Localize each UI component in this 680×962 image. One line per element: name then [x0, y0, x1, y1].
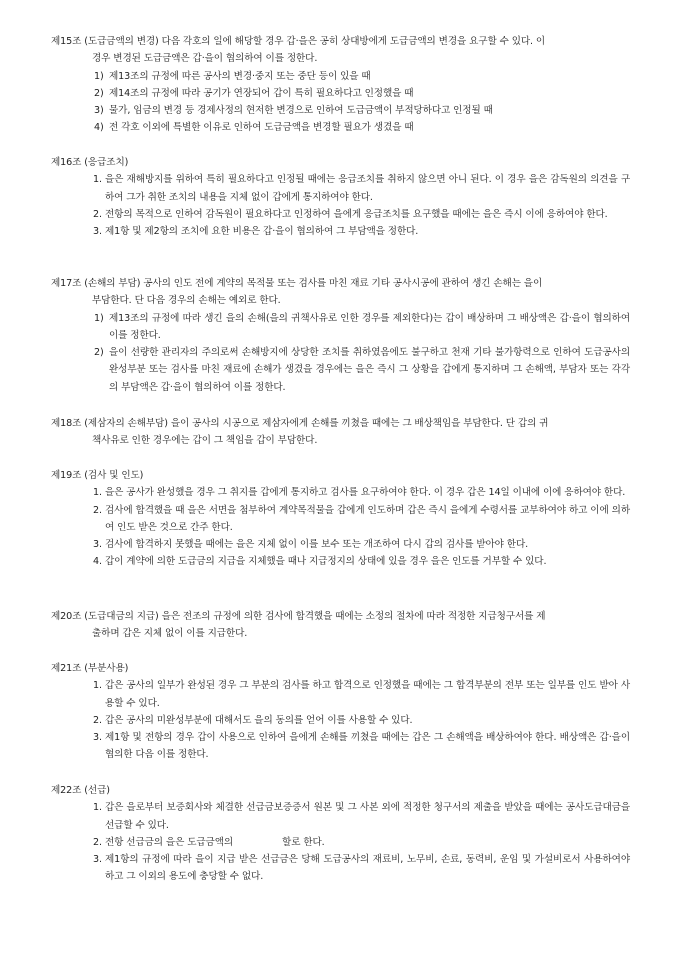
- article-20-heading: 제20조 (도급대금의 지급) 을은 전조의 규정에 의한 검사에 합격했을 때에는 소정의 절차에 따라 적정한 지급청구서를 제: [51, 611, 546, 622]
- item-text: 전항의 목적으로 인하여 감독원이 필요하다고 인정하여 을에게 응급조치를 요구했을 때에는 을은 즉시 이에 응하여야 한다.: [105, 208, 608, 220]
- article-21-item-3: [0, 729, 680, 764]
- article-15-heading: 제15조 (도급금액의 변경) 다음 각호의 일에 해당할 경우 갑·을은 공히 상대방에게 도급금액의 변경을 요구할 수 있다. 이: [51, 36, 546, 47]
- item-text: 갑은 공사의 미완성부분에 대해서도 을의 동의를 얻어 이를 사용할 수 있다.: [105, 714, 413, 726]
- article-19-heading: 제19조 (검사 및 인도): [51, 470, 144, 481]
- item-text: 제13조의 규정에 따라 생긴 을의 손해(을의 귀책사유로 인한 경우를 제외한다)는 갑이 배상하며 그 배상액은 갑·을이 협의하여 이를 정한다.: [109, 312, 630, 341]
- article-22-item-2: [0, 834, 680, 851]
- item-number: 2.: [93, 504, 102, 516]
- article-16-item-2: [0, 206, 680, 223]
- item-text: 을이 선량한 관리자의 주의로써 손해방지에 상당한 조치를 취하였음에도 불구하고 천재 기타 불가항력으로 인하여 도급공사의 완성부분 또는 검사를 마친 재료에 손해가 생겼을 경우에는 을은 즉시 그 상황을 갑에게 통지하며 그 손해액, 부담자 또는 각각의 부담액은 갑·을이 협의하여 이를 정한다.: [109, 347, 630, 393]
- item-text: 제1항 및 전항의 경우 갑이 사용으로 인하여 을에게 손해를 끼쳤을 때에는 갑은 그 손해액을 배상하여야 한다. 배상액은 갑·을이 협의한 다음 이를 정한다.: [105, 732, 630, 761]
- item-number: 1.: [93, 174, 102, 186]
- article-15: [0, 33, 680, 137]
- item-number: 4): [94, 122, 104, 134]
- article-21-item-2: [0, 712, 680, 729]
- article-17-heading: 제17조 (손해의 부담) 공사의 인도 전에 계약의 목적물 또는 검사를 마친 재료 기타 공사시공에 관하여 생긴 손해는 을이: [51, 278, 543, 289]
- item-number: 3.: [93, 854, 102, 866]
- article-17: [0, 275, 680, 396]
- item-text-line: [105, 834, 630, 851]
- article-17-continuation: 부담한다. 단 다음 경우의 손해는 예외로 한다.: [92, 295, 281, 307]
- article-15-continuation: 경우 변경된 도급금액은 갑·을이 협의하여 이를 정한다.: [92, 53, 318, 65]
- item-text: 전항 선급금의 을은 도급금액의: [105, 836, 234, 848]
- item-text: 제14조의 규정에 따라 공기가 연장되어 갑이 특히 필요하다고 인정했을 때: [109, 87, 414, 99]
- item-text: 제13조의 규정에 따른 공사의 변경·중지 또는 중단 등이 있을 때: [109, 70, 371, 82]
- item-text: 갑은 을로부터 보증회사와 체결한 선급금보증증서 원본 및 그 사본 외에 적정한 청구서의 제출을 받았을 때에는 공사도급대금을 선급할 수 있다.: [105, 802, 630, 831]
- article-16: [0, 154, 680, 240]
- item-text: 전 각호 이외에 특별한 이유로 인하여 도급금액을 변경할 필요가 생겼을 때: [109, 122, 414, 134]
- article-19: [0, 467, 680, 571]
- item-number: 4.: [93, 556, 102, 568]
- article-22-item-3: [0, 851, 680, 886]
- item-number: 3.: [93, 732, 102, 744]
- item-number: 3): [94, 105, 104, 117]
- article-20-continuation: 출하며 갑은 지체 없이 이를 지급한다.: [92, 628, 248, 640]
- item-number: 2): [94, 347, 104, 359]
- article-16-heading: 제16조 (응급조치): [51, 157, 129, 168]
- item-text: 검사에 합격하지 못했을 때에는 을은 지체 없이 이를 보수 또는 개조하여 다시 갑의 검사를 받아야 한다.: [105, 539, 529, 551]
- item-text: 갑이 계약에 의한 도급금의 지급을 지체했을 때나 지급정지의 상태에 있을 경우 을은 인도를 거부할 수 있다.: [105, 556, 547, 568]
- item-number: 1.: [93, 487, 102, 499]
- article-21-item-1: [0, 677, 680, 712]
- item-number: 2): [94, 87, 104, 99]
- item-number: 1.: [93, 802, 102, 814]
- article-15-item-1: [0, 68, 680, 85]
- article-22-heading: 제22조 (선급): [51, 785, 110, 796]
- article-19-item-3: [0, 536, 680, 553]
- item-text: 제1항의 규정에 따라 을이 지급 받은 선급금은 당해 도급공사의 재료비, 노무비, 손료, 동력비, 운임 및 가설비로서 사용하여야 하고 그 이외의 용도에 충당할 수 없다.: [105, 854, 630, 883]
- article-19-item-4: [0, 553, 680, 570]
- item-number: 3.: [93, 226, 102, 238]
- item-number: 1): [94, 70, 104, 82]
- article-19-item-2: [0, 502, 680, 537]
- item-number: 2.: [93, 714, 102, 726]
- article-16-item-3: [0, 223, 680, 240]
- item-number: 2.: [93, 836, 102, 848]
- article-20: [0, 608, 680, 643]
- item-text: 제1항 및 제2항의 조치에 요한 비용은 갑·을이 협의하여 그 부담액을 정한다.: [105, 226, 419, 238]
- item-text: 을은 공사가 완성했을 경우 그 취지를 갑에게 통지하고 검사를 요구하여야 한다. 이 경우 갑은 14일 이내에 이에 응하여야 한다.: [105, 487, 626, 499]
- article-16-item-1: [0, 171, 680, 206]
- item-text: 갑은 공사의 일부가 완성된 경우 그 부분의 검사를 하고 합격으로 인정했을 때에는 그 합격부분의 전부 또는 일부를 인도 받아 사용할 수 있다.: [105, 680, 630, 709]
- article-17-item-1: [0, 310, 680, 345]
- item-text: 물가, 임금의 변경 등 경제사정의 현저한 변경으로 인하여 도급금액이 부적당하다고 인정될 때: [109, 105, 493, 117]
- item-number: 1): [94, 312, 104, 324]
- item-text-after-blank: 할로 한다.: [282, 836, 325, 848]
- item-number: 3.: [93, 539, 102, 551]
- article-18: [0, 415, 680, 450]
- article-15-item-4: [0, 119, 680, 136]
- item-number: 2.: [93, 208, 102, 220]
- article-22-item-1: [0, 799, 680, 834]
- article-17-item-2: [0, 344, 680, 396]
- article-15-item-3: [0, 102, 680, 119]
- article-22: [0, 782, 680, 886]
- item-number: 1.: [93, 680, 102, 692]
- article-21-heading: 제21조 (부분사용): [51, 663, 129, 674]
- item-text: 검사에 합격했을 때 을은 서면을 첨부하여 계약목적물을 갑에게 인도하며 갑은 즉시 을에게 수령서를 교부하여야 하고 이에 의하여 인도 받은 것으로 간주 한다.: [105, 504, 630, 533]
- article-21: [0, 660, 680, 764]
- article-19-item-1: [0, 484, 680, 501]
- article-18-continuation: 책사유로 인한 경우에는 갑이 그 책임을 갑이 부담한다.: [92, 435, 318, 447]
- item-text: 을은 재해방지를 위하여 특히 필요하다고 인정될 때에는 응급조치를 취하지 않으면 아니 된다. 이 경우 을은 감독원의 의견을 구하여 그가 취한 조치의 내용을 지체 없이 갑에게 통지하여야 한다.: [105, 174, 630, 203]
- article-18-heading: 제18조 (제삼자의 손해부담) 을이 공사의 시공으로 제삼자에게 손해를 끼쳤을 때에는 그 배상책임을 부담한다. 단 갑의 귀: [51, 418, 549, 429]
- article-15-item-2: [0, 85, 680, 102]
